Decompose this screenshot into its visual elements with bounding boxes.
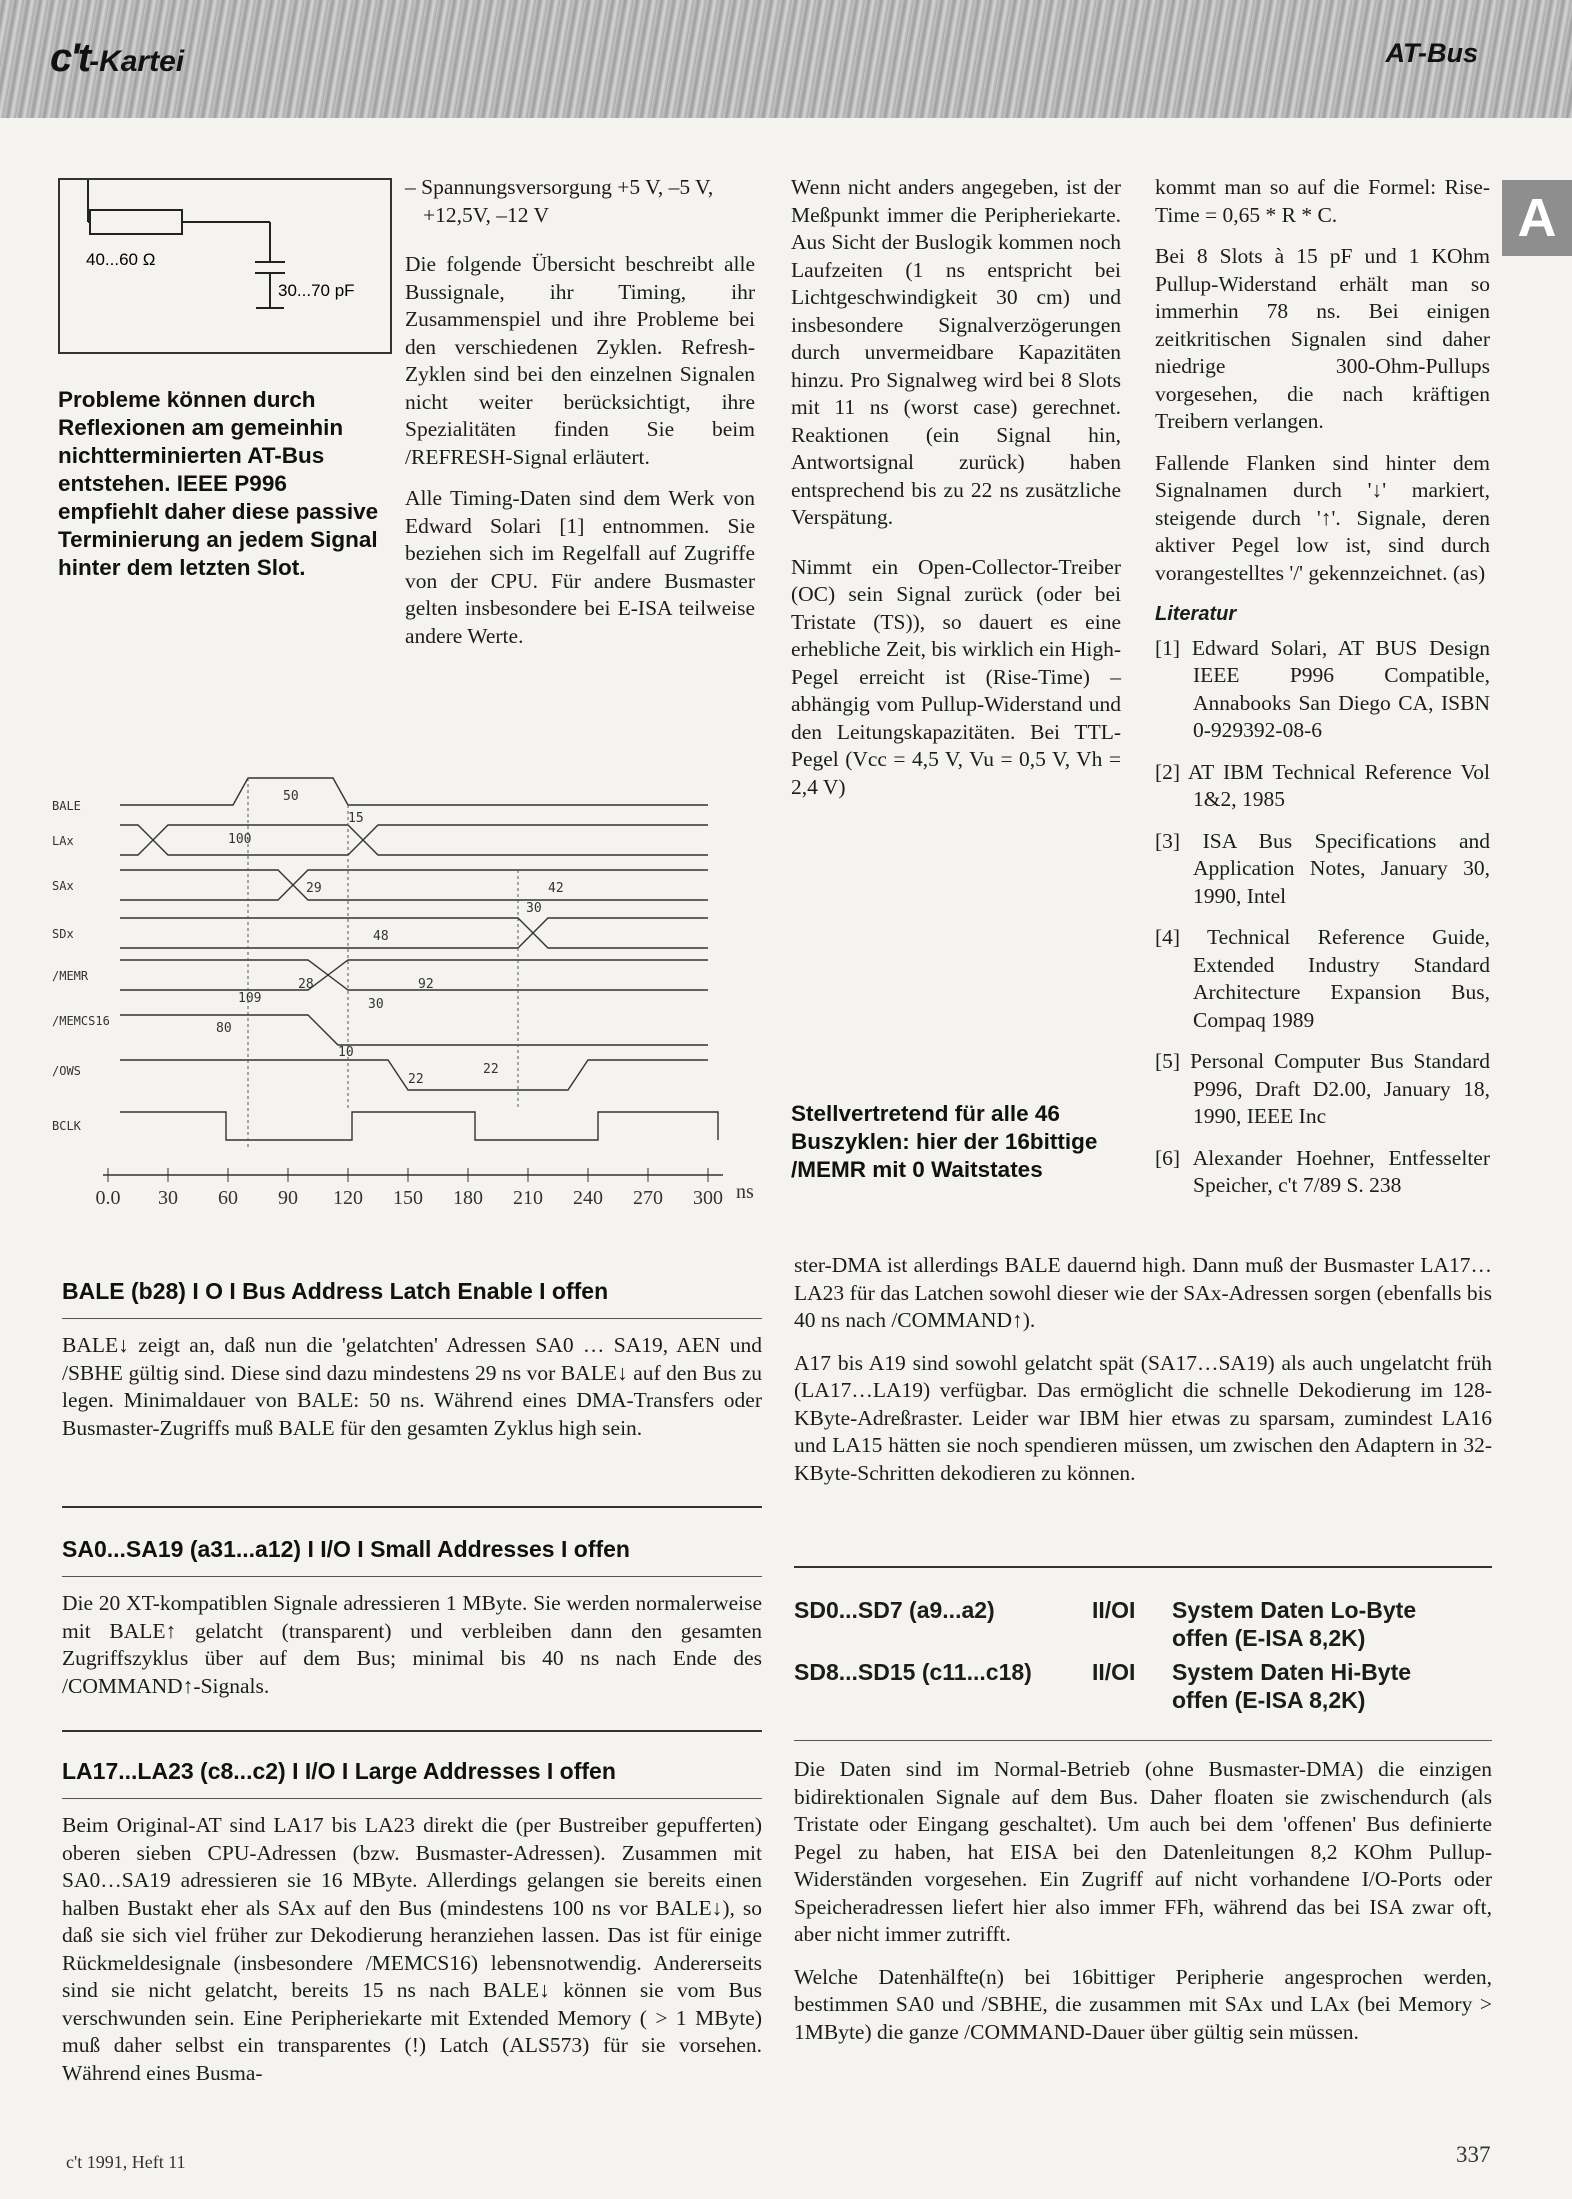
- sd-signal: SD8...SD15 (c11...c18): [794, 1659, 1032, 1685]
- section-title: AT-Bus: [1385, 38, 1478, 68]
- timing-label: BALE: [52, 799, 81, 813]
- timing-annotation: 30: [526, 901, 542, 916]
- timing-annotation: 48: [373, 929, 389, 944]
- sd-signal: SD0...SD7 (a9...a2): [794, 1597, 995, 1623]
- col4-p2: Bei 8 Slots à 15 pF und 1 KOhm Pullup-Widerstand erhält man so immerhin 78 ns. Bei einigen zeitkritischen Signalen sind daher niedrige 300-Ohm-Pullups vorgesehen, die nach kräftigen Treibern verlangen.: [1155, 244, 1490, 433]
- circuit-drawing: [60, 180, 390, 352]
- sd-p1: Die Daten sind im Normal-Betrieb (ohne Busmaster-DMA) die einzigen bidirektionalen Signale auf dem Bus. Daher floaten sie zwischendurch (als Tristate oder Eingang geschaltet). Um auch bei dem 'offenen' Bus definierte Pegel zu haben, hat EISA bei den Datenleitungen 8,2 KOhm Pullup-Widerständen vorgesehen. Ein Zugriff auf nicht vorhandene I/O-Ports oder Speicheradressen liefert hier also immer FFh, während das bei ISA zwar oft, aber nicht immer zutrifft.: [794, 1757, 1492, 1946]
- timing-annotation: 109: [238, 991, 262, 1006]
- timing-annotation: 15: [348, 811, 364, 826]
- page-number: 337: [1456, 2142, 1491, 2167]
- sd-signal-table: [794, 1596, 1494, 1720]
- timing-annotation: 30: [368, 997, 384, 1012]
- axis-tick-label: 180: [453, 1187, 483, 1209]
- divider: [62, 1506, 762, 1508]
- literature-item: [1] Edward Solari, AT BUS Design IEEE P996 Compatible, Annabooks San Diego CA, ISBN 0-929392-08-6: [1155, 635, 1490, 742]
- circuit-caption: Probleme können durch Reflexionen am gemeinhin nichtterminierten AT-Bus entstehen. IEEE P996 empfiehlt daher diese passive Terminierung an jedem Signal hinter dem letzten Slot.: [58, 387, 379, 580]
- timing-annotation: 50: [283, 789, 299, 804]
- axis-unit: ns: [736, 1181, 754, 1203]
- timing-annotation: 10: [338, 1045, 354, 1060]
- resistor-label: 40...60 Ω: [86, 250, 156, 269]
- page-header: [0, 0, 1572, 118]
- timing-annotation: 92: [418, 977, 434, 992]
- axis-tick-label: 90: [278, 1187, 298, 1209]
- sd-description-2: offen (E-ISA 8,2K): [1172, 1687, 1366, 1713]
- axis-tick-label: 150: [393, 1187, 423, 1209]
- axis-tick-label: 60: [218, 1187, 238, 1209]
- timing-annotation: 22: [483, 1062, 499, 1077]
- divider: [62, 1318, 762, 1319]
- brand-ct: c't: [50, 36, 90, 80]
- col2-p2: Die folgende Übersicht beschreibt alle Bussignale, ihr Timing, ihr Zusammenspiel und ihre Probleme bei den verschiedenen Zyklen. Refresh-Zyklen sind bei den einzelnen Signalen nicht weiter berücksichtigt, ihre Spezialitäten finden Sie beim /REFRESH-Signal erläutert.: [405, 252, 755, 469]
- la-title: LA17...LA23 (c8...c2) I I/O I Large Addresses I offen: [62, 1758, 616, 1784]
- timing-caption: Stellvertretend für alle 46 Buszyklen: hier der 16bittige /MEMR mit 0 Waitstates: [791, 1101, 1098, 1182]
- timing-annotation: 28: [298, 977, 314, 992]
- col4-p1: kommt man so auf die Formel: Rise-Time = 0,65 * R * C.: [1155, 175, 1490, 227]
- timing-label: /MEMR: [52, 969, 89, 983]
- col3-p2: Nimmt ein Open-Collector-Treiber (OC) sein Signal zurück (oder bei Tristate (TS)), so dauert es eine erhebliche Zeit, bis wirklich ein High-Pegel erreicht ist (Rise-Time) – abhängig vom Pullup-Widerstand und den Leitungskapazitäten. Bei TTL-Pegel (Vcc = 4,5 V, Vu = 0,5 V, Vh = 2,4 V): [791, 554, 1121, 799]
- column-4: [1155, 174, 1490, 1214]
- axis-tick-label: 30: [158, 1187, 178, 1209]
- literature-heading: Literatur: [1155, 603, 1237, 625]
- timing-annotation: 80: [216, 1021, 232, 1036]
- resistor-symbol: [90, 210, 182, 234]
- right-p1: ster-DMA ist allerdings BALE dauernd high. Dann muß der Busmaster LA17…LA23 für das Latchen sowohl dieser wie der SAx-Adressen sorgen (ebenfalls bis 40 ns nach /COMMAND↑).: [794, 1253, 1492, 1332]
- right-p2: A17 bis A19 sind sowohl gelatcht spät (SA17…SA19) als auch ungelatcht früh (LA17…LA19) verfügbar. Das ermöglicht die schnelle Dekodierung im 128-KByte-Adreßraster. Leider war IBM hier etwas zu sparsam, zumindest LA16 und LA15 hätten sie noch spendieren müssen, um zwischen den Adaptern in 32-KByte-Schritten dekodieren zu können.: [794, 1350, 1492, 1485]
- sd-direction: II/OI: [1092, 1659, 1136, 1685]
- sd-text: [794, 1756, 1492, 2061]
- divider: [794, 1566, 1492, 1568]
- axis-tick-label: 300: [693, 1187, 723, 1209]
- sd-row: [794, 1658, 1494, 1720]
- timing-label: LAx: [52, 834, 74, 848]
- divider: [794, 1740, 1492, 1741]
- capacitor-label: 30...70 pF: [278, 281, 355, 300]
- sd-p2: Welche Datenhälfte(n) bei 16bittiger Peripherie angesprochen werden, bestimmen SA0 und /SBHE, die zusammen mit SAx und LAx (bei Memory > 1MByte) die ganze /COMMAND-Dauer über gültig sein müssen.: [794, 1964, 1492, 2044]
- bale-title: BALE (b28) I O I Bus Address Latch Enable I offen: [62, 1278, 609, 1304]
- sd-description-2: offen (E-ISA 8,2K): [1172, 1625, 1366, 1651]
- divider: [62, 1730, 762, 1732]
- timing-annotation: 29: [306, 881, 322, 896]
- divider: [62, 1798, 762, 1799]
- section-tab: A: [1502, 180, 1572, 256]
- timing-annotation: 22: [408, 1072, 424, 1087]
- sa-text: Die 20 XT-kompatiblen Signale adressieren 1 MByte. Sie werden normalerweise mit BALE↑ gelatcht (transparent) und verbleiben dann den gesamten Zugriffszyklus über auf dem Bus; minimal bis 40 ns nach Ende des /COMMAND↑-Signals.: [62, 1591, 762, 1698]
- timing-label: /OWS: [52, 1064, 81, 1078]
- col2-p3: Alle Timing-Daten sind dem Werk von Edward Solari [1] entnommen. Sie beziehen sich im Regelfall auf Zugriffe von der CPU. Für andere Busmaster gelten insbesondere bei E-ISA teilweise andere Werte.: [405, 486, 755, 648]
- sa-title: SA0...SA19 (a31...a12) I I/O I Small Addresses I offen: [62, 1536, 630, 1562]
- axis-tick-label: 210: [513, 1187, 543, 1209]
- col4-p3: Fallende Flanken sind hinter dem Signalnamen durch '↓' markiert, steigende durch '↑'. Signale, deren aktiver Pegel low ist, sind durch vorangestelltes '/' gekennzeichnet. (as): [1155, 450, 1490, 585]
- timing-annotation: 42: [548, 881, 564, 896]
- timing-label: SAx: [52, 879, 74, 893]
- literature-item: [5] Personal Computer Bus Standard P996, Draft D2.00, January 18, 1990, IEEE Inc: [1155, 1049, 1490, 1128]
- timing-diagram: [48, 770, 778, 1220]
- column-3: [791, 174, 1121, 815]
- timing-label: /MEMCS16: [52, 1014, 110, 1028]
- literature-list: [1155, 635, 1490, 1200]
- literature-item: [2] AT IBM Technical Reference Vol 1&2, 1985: [1155, 759, 1490, 811]
- la-text: Beim Original-AT sind LA17 bis LA23 direkt die (per Bustreiber gepufferten) oberen sieben CPU-Adressen (bzw. Busmaster-Adressen). Zusammen mit SA0…SA19 adressieren sie 16 MByte. Allerdings gelangen sie bereits einen halben Bustakt eher als SAx auf den Bus (mindestens 100 ns vor BALE↓), so daß sie sich viel früher zur Dekodierung heranziehen lassen. Das ist für einige Rückmeldesignale (insbesondere /MEMCS16) lebensnotwendig. Andererseits sind sie nicht gelatcht, bereits 15 ns nach BALE↓ können sie vom Bus verschwunden sein. Eine Peripheriekarte mit Extended Memory ( > 1 MByte) muß daher selbst ein transparentes (!) Latch (ALS573) für sie vorsehen. Während eines Busma-: [62, 1813, 762, 2085]
- timing-label: BCLK: [52, 1119, 81, 1133]
- bale-text: BALE↓ zeigt an, daß nun die 'gelatchten' Adressen SA0 … SA19, AEN und /SBHE gültig sind. Diese sind dazu mindestens 29 ns vor BALE↓ auf den Bus zu legen. Minimaldauer von BALE: 50 ns. Während eines DMA-Transfers oder Busmaster-Zugriffs muß BALE für den gesamten Zyklus high sein.: [62, 1333, 762, 1440]
- sd-direction: II/OI: [1092, 1597, 1136, 1623]
- brand-suffix: -Kartei: [89, 45, 185, 78]
- axis-tick-label: 0.0: [95, 1187, 121, 1209]
- sd-row: [794, 1596, 1494, 1658]
- col3-p1: Wenn nicht anders angegeben, ist der Meßpunkt immer die Peripheriekarte. Aus Sicht der Buslogik kommen noch Laufzeiten (1 ns entspricht bei Lichtgeschwindigkeit 30 cm) und insbesondere Signalverzögerungen durch unvermeidbare Kapazitäten hinzu. Pro Signalweg wird bei 8 Slots mit 11 ns (worst case) gerechnet. Reaktionen (ein Signal hin, Antwortsignal zurück) haben entsprechend bis zu 22 ns zusätzliche Verspätung.: [791, 175, 1121, 529]
- sd-description: System Daten Lo-Byte: [1172, 1597, 1417, 1623]
- axis-tick-label: 120: [333, 1187, 363, 1209]
- brand-logo: [50, 36, 184, 81]
- divider: [62, 1576, 762, 1577]
- timing-annotation: 100: [228, 832, 252, 847]
- axis-tick-label: 270: [633, 1187, 663, 1209]
- sd-description: System Daten Hi-Byte: [1172, 1659, 1412, 1685]
- axis-tick-label: 240: [573, 1187, 603, 1209]
- termination-circuit: [58, 178, 392, 354]
- literature-item: [3] ISA Bus Specifications and Application Notes, January 30, 1990, Intel: [1155, 828, 1490, 908]
- right-continuation: [794, 1252, 1492, 1502]
- literature-item: [4] Technical Reference Guide, Extended Industry Standard Architecture Expansion Bus, Compaq 1989: [1155, 925, 1490, 1032]
- footer-issue: c't 1991, Heft 11: [66, 2152, 186, 2172]
- column-2: [405, 174, 755, 664]
- timing-label: SDx: [52, 927, 74, 941]
- literature-item: [6] Alexander Hoehner, Entfesselter Speicher, c't 7/89 S. 238: [1155, 1145, 1490, 1197]
- col2-p1: – Spannungsversorgung +5 V, –5 V, +12,5V, –12 V: [405, 175, 714, 227]
